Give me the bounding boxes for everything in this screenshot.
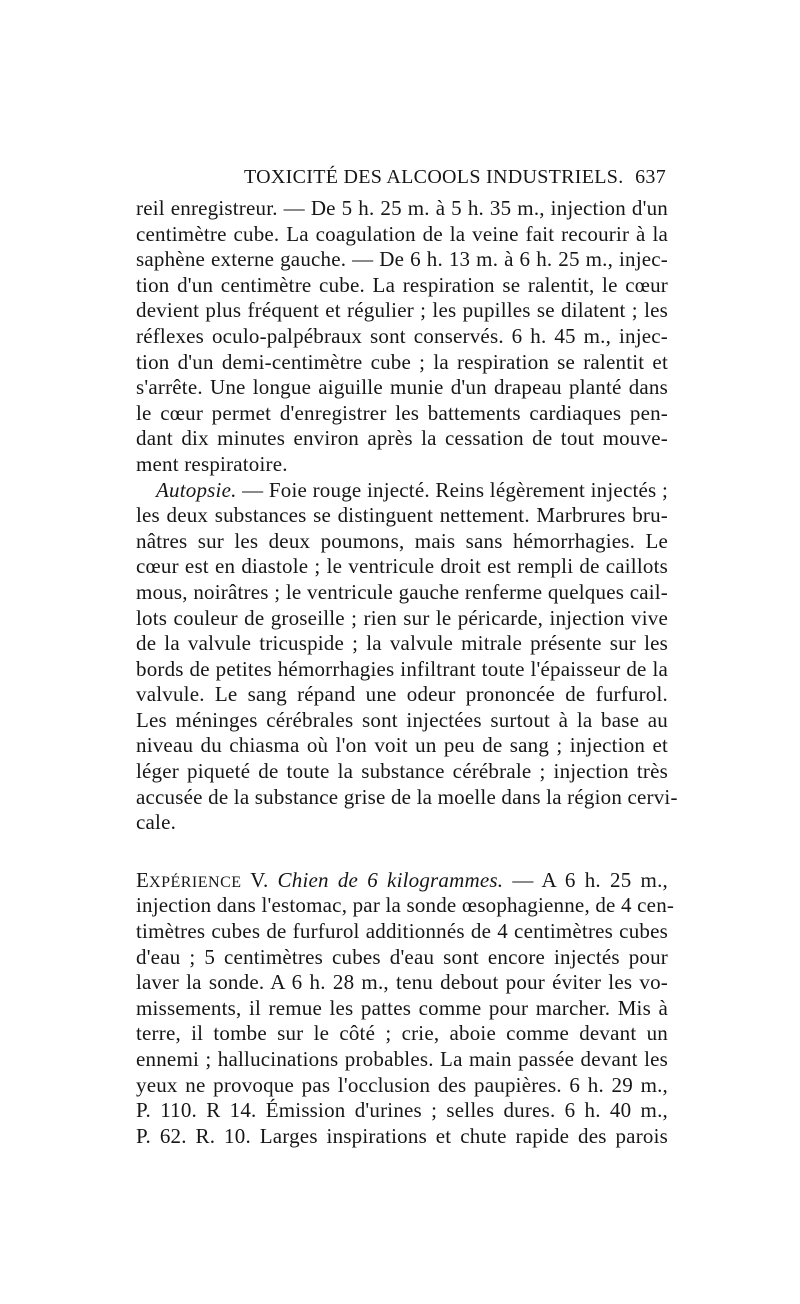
experiment-subject: Chien de 6 kilogrammes. (277, 867, 504, 892)
text-line: P. 110. R 14. Émission d'urines ; selles dures. 6 h. 40 m., (136, 1098, 668, 1123)
running-title: TOXICITÉ DES ALCOOLS INDUSTRIELS. (244, 166, 624, 188)
text-line: valvule. Le sang répand une odeur prononcée de furfurol. (136, 682, 668, 707)
text-line: reil enregistreur. — De 5 h. 25 m. à 5 h. 35 m., injection d'un (136, 196, 668, 220)
page (136, 166, 678, 1149)
experiment-label-cap: E (136, 867, 150, 892)
text-line: le cœur permet d'enregistrer les battements cardiaques pen- (136, 400, 668, 425)
text-line: bords de petites hémorrhagies infiltrant toute l'épaisseur de la (136, 656, 668, 681)
text-line: tion d'un centimètre cube. La respiration se ralentit, le cœur (136, 272, 668, 297)
text-line: nâtres sur les deux poumons, mais sans hémorrhagies. Le (136, 528, 668, 553)
text-line: s'arrête. Une longue aiguille munie d'un drapeau planté dans (136, 375, 668, 400)
text-line (136, 868, 668, 894)
text-line: P. 62. R. 10. Larges inspirations et chute rapide des parois (136, 1123, 668, 1148)
text-line: ennemi ; hallucinations probables. La main passée devant les (136, 1047, 668, 1071)
text-line: ment respiratoire. (136, 451, 288, 476)
text-line: réflexes oculo-palpébraux sont conservés. 6 h. 45 m., injec- (136, 323, 668, 348)
text-line: cœur est en diastole ; le ventricule droit est rempli de caillots (136, 554, 668, 579)
experiment-first-line: — A 6 h. 25 m., (503, 867, 668, 892)
text-line: dant dix minutes environ après la cessation de tout mouve- (136, 426, 668, 451)
section-gap (136, 836, 668, 868)
text-line: d'eau ; 5 centimètres cubes d'eau sont encore injectés pour (136, 944, 668, 969)
text-line: accusée de la substance grise de la moelle dans la région cervi- (136, 784, 678, 809)
text-line: saphène externe gauche. — De 6 h. 13 m. à 6 h. 25 m., injec- (136, 247, 668, 272)
autopsy-label: Autopsie. (156, 477, 237, 502)
text-line: laver la sonde. A 6 h. 28 m., tenu debout pour éviter les vo- (136, 970, 668, 995)
text-line: timètres cubes de furfurol additionnés de 4 centimètres cubes (136, 919, 668, 944)
text-line: de la valvule tricuspide ; la valvule mitrale présente sur les (136, 631, 668, 656)
experiment-label: XPÉRIENCE (149, 873, 242, 891)
paragraph-protocol (136, 196, 668, 478)
page-number: 637 (635, 166, 666, 188)
text-line: léger piqueté de toute la substance cérébrale ; injection très (136, 759, 668, 784)
text-line (136, 478, 668, 504)
text-line: terre, il tombe sur le côté ; crie, aboie comme devant un (136, 1021, 668, 1046)
running-head (136, 166, 668, 196)
paragraph-autopsy (136, 477, 678, 836)
text-line: mous, noirâtres ; le ventricule gauche renferme quelques cail- (136, 579, 668, 604)
text-line: missements, il remue les pattes comme pour marcher. Mis à (136, 995, 668, 1020)
autopsy-first-line: — Foie rouge injecté. Reins légèrement injectés ; (236, 477, 668, 502)
text-line: devient plus fréquent et régulier ; les pupilles se dilatent ; les (136, 298, 668, 323)
paragraph-experiment (136, 867, 675, 1150)
text-line: niveau du chiasma où l'on voit un peu de sang ; injection et (136, 733, 668, 758)
text-line: lots couleur de groseille ; rien sur le péricarde, injection vive (136, 605, 668, 630)
experiment-number: V. (241, 867, 278, 892)
text-line: les deux substances se distinguent nettement. Marbrures bru- (136, 503, 668, 528)
text-line: cale. (136, 810, 177, 835)
text-line: tion d'un demi-centimètre cube ; la respiration se ralentit et (136, 349, 668, 374)
text-line: Les méninges cérébrales sont injectées surtout à la base au (136, 707, 668, 732)
text-line: yeux ne provoque pas l'occlusion des paupières. 6 h. 29 m., (136, 1072, 668, 1097)
text-line: centimètre cube. La coagulation de la veine fait recourir à la (136, 221, 668, 246)
text-line: injection dans l'estomac, par la sonde œsophagienne, de 4 cen- (136, 893, 675, 918)
